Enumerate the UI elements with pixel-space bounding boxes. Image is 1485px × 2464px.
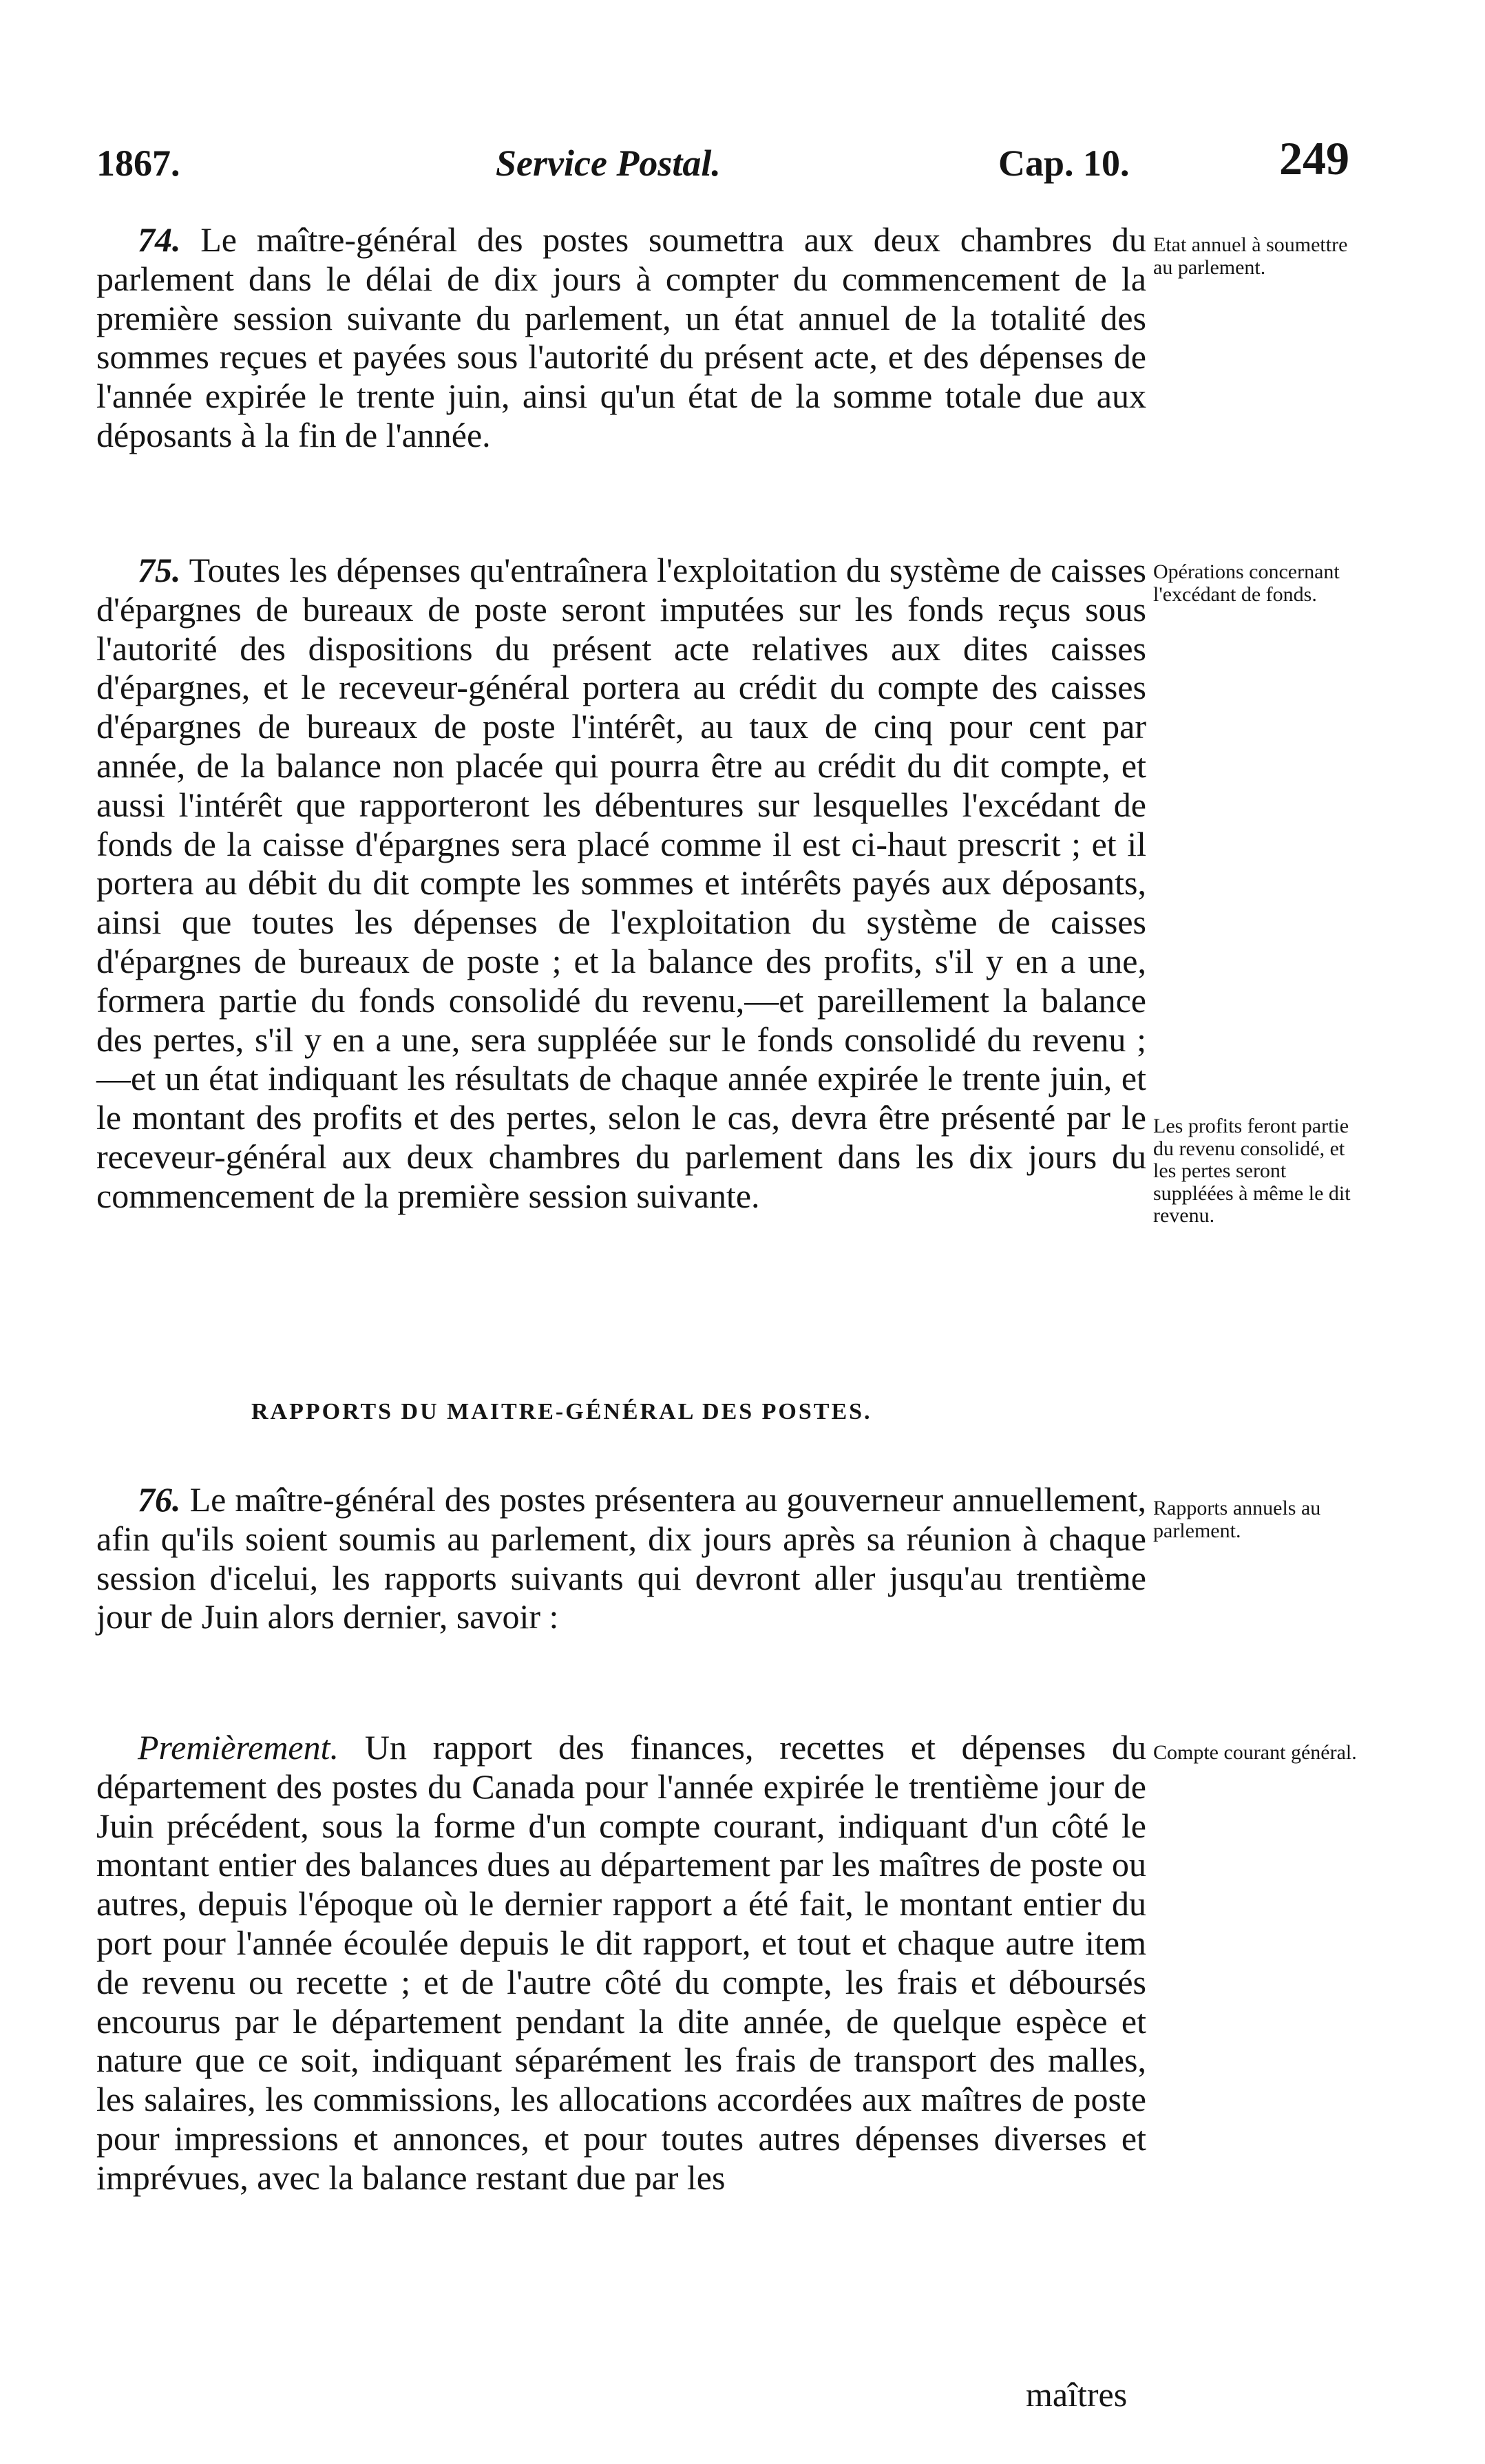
header-running-title: Service Postal. (496, 143, 721, 184)
section-75-paragraph (96, 551, 1146, 1216)
marginal-note-76: Rapports annuels au parlement. (1153, 1497, 1321, 1542)
marginal-note-75b: Les profits feront partie du revenu consolidé, et les pertes seront suppléées à même le dit revenu. (1153, 1115, 1351, 1227)
section-heading: RAPPORTS DU MAITRE-GÉNÉRAL DES POSTES. (251, 1399, 872, 1424)
marginal-note-first: Compte courant général. (1153, 1741, 1357, 1764)
catchword: maîtres (1026, 2375, 1128, 2414)
first-lead: Premièrement. (138, 1728, 339, 1767)
first-paragraph (96, 1728, 1146, 2198)
section-75 (96, 551, 1146, 1216)
section-75-text: Toutes les dépenses qu'entraînera l'exploitation du système de caisses d'épargnes de bureaux de poste seront imputées sur les fonds reçus sous l'autorité des dispositions du présent acte relatives aux dites caisses d'épargnes, et le receveur-général portera au crédit du compte des caisses d'épargnes de bureaux de poste l'intérêt, au taux de cinq pour cent par année, de la balance non placée qui pourra être au crédit du dit compte, et aussi l'intérêt que rapporteront les débentures sur lesquelles l'excédant de fonds de la caisse d'épargnes sera placé comme il est ci-haut prescrit ; et il portera au débit du dit compte les sommes et intérêts payés aux déposants, ainsi que toutes les dépenses de l'exploitation du système de caisses d'épargnes de bureaux de poste ; et la balance des profits, s'il y en a une, formera partie du fonds consolidé du revenu,—et pareillement la balance des pertes, s'il y en a une, sera suppléée sur le fonds consolidé du revenu ;—et un état indiquant les résultats de chaque année expirée le trente juin, et le montant des profits et des pertes, selon le cas, devra être présenté par le receveur-général aux deux chambres du parlement dans les dix jours du commencement de la première session suivante. (96, 551, 1146, 1215)
section-74-paragraph (96, 220, 1146, 455)
marginal-note-75a: Opérations concernant l'excédant de fonds. (1153, 560, 1340, 606)
subsection-first (96, 1728, 1146, 2198)
section-74 (96, 220, 1146, 455)
header-page-number: 249 (1279, 132, 1349, 185)
section-76-text: Le maître-général des postes présentera au gouverneur annuellement, afin qu'ils soient soumis au parlement, dix jours après sa réunion à chaque session d'icelui, les rapports suivants qui devront aller jusqu'au trentième jour de Juin alors dernier, savoir : (96, 1480, 1146, 1636)
first-text: Un rapport des finances, recettes et dépenses du département des postes du Canada pour l'année expirée le trentième jour de Juin précédent, sous la forme d'un compte courant, indiquant d'un côté le montant entier des balances dues au département par les maîtres de poste ou autres, depuis l'époque où le dernier rapport a été fait, le montant entier du port pour l'année écoulée depuis le dit rapport, et tout et chaque autre item de revenu ou recette ; et de l'autre côté du compte, les frais et déboursés encourus par le département pendant la dite année, de quelque espèce et nature que ce soit, indiquant séparément les frais de transport des malles, les salaires, les commissions, les allocations accordées aux maîtres de poste pour impressions et annonces, et pour toutes autres dépenses diverses et imprévues, avec la balance restant due par les (96, 1728, 1146, 2197)
section-76-number: 76. (138, 1480, 181, 1519)
section-74-text: Le maître-général des postes soumettra aux deux chambres du parlement dans le délai de dix jours à compter du commencement de la première session suivante du parlement, un état annuel de la totalité des sommes reçues et payées sous l'autorité du présent acte, et des dépenses de l'année expirée le trente juin, ainsi qu'un état de la somme totale due aux déposants à la fin de l'année. (96, 220, 1146, 454)
section-75-number: 75. (138, 551, 181, 589)
header-year: 1867. (96, 143, 180, 184)
section-76 (96, 1480, 1146, 1636)
section-76-paragraph (96, 1480, 1146, 1636)
section-74-number: 74. (138, 220, 181, 259)
header-chapter: Cap. 10. (998, 143, 1130, 184)
marginal-note-74: Etat annuel à soumettre au parlement. (1153, 233, 1348, 279)
